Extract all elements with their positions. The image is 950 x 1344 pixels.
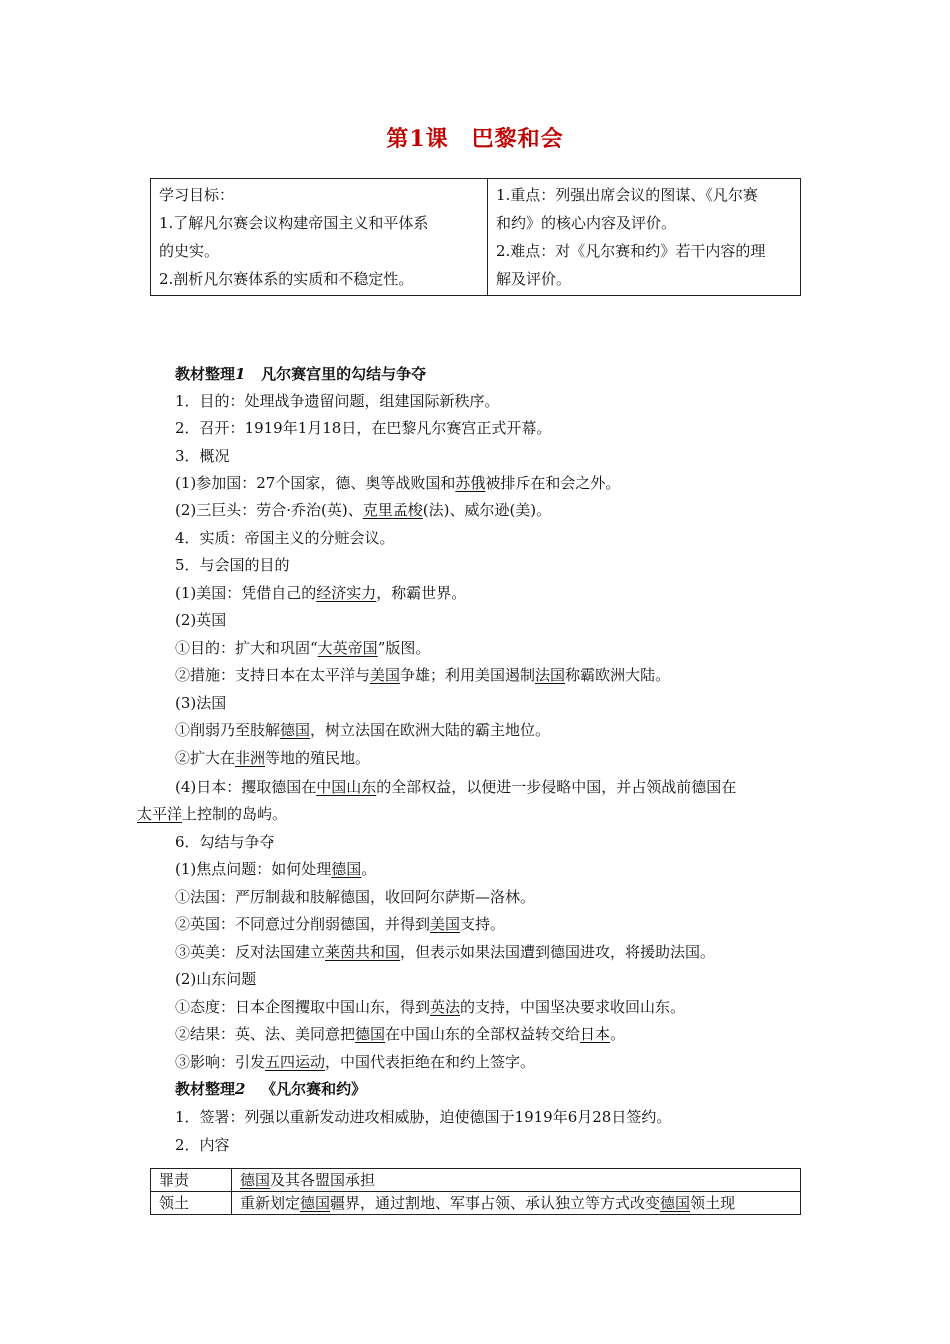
note-line: 6．勾结与争夺 <box>175 833 275 851</box>
table-cell-value: 德国及其各盟国承担 <box>232 1169 801 1192</box>
section-heading-2: 教材整理2 《凡尔赛和约》 <box>175 1080 367 1098</box>
note-line: ②结果：英、法、美同意把德国在中国山东的全部权益转交给日本。 <box>175 1025 626 1043</box>
note-line: ①法国：严厉制裁和肢解德国，收回阿尔萨斯—洛林。 <box>175 888 536 906</box>
note-line: ①目的：扩大和巩固“大英帝国”版图。 <box>175 639 431 657</box>
note-line: ①削弱乃至肢解德国，树立法国在欧洲大陆的霸主地位。 <box>175 721 551 739</box>
key-point-line: 2.难点：对《凡尔赛和约》若干内容的理 <box>496 242 766 260</box>
note-line: (3)法国 <box>175 694 227 712</box>
note-line: 2．内容 <box>175 1136 230 1154</box>
note-line: 1．签署：列强以重新发动进攻相威胁，迫使德国于1919年6月28日签约。 <box>175 1108 672 1126</box>
note-line: (2)英国 <box>175 611 227 629</box>
note-line: 太平洋上控制的岛屿。 <box>137 805 288 823</box>
table-cell-key: 罪责 <box>151 1169 232 1192</box>
table-row <box>151 1192 801 1215</box>
note-line: (4)日本：攫取德国在中国山东的全部权益，以便进一步侵略中国，并占领战前德国在 <box>175 778 737 796</box>
section-heading-1: 教材整理1 凡尔赛宫里的勾结与争夺 <box>175 365 427 383</box>
table-cell-value: 重新划定德国疆界，通过割地、军事占领、承认独立等方式改变德国领土现 <box>232 1192 801 1215</box>
note-line: ③影响：引发五四运动，中国代表拒绝在和约上签字。 <box>175 1053 536 1071</box>
key-point-line: 1.重点：列强出席会议的图谋、《凡尔赛 <box>496 186 758 204</box>
note-line: 1．目的：处理战争遗留问题，组建国际新秩序。 <box>175 392 500 410</box>
note-line: ②英国：不同意过分削弱德国，并得到美国支持。 <box>175 915 506 933</box>
goal-line: 1.了解凡尔赛会议构建帝国主义和平体系 <box>159 214 429 232</box>
table-row <box>151 1169 801 1192</box>
note-line: 4．实质：帝国主义的分赃会议。 <box>175 529 395 547</box>
goal-line: 学习目标： <box>159 186 235 204</box>
note-line: ②扩大在非洲等地的殖民地。 <box>175 749 371 767</box>
learning-goals-table <box>150 178 801 296</box>
note-line: (2)三巨头：劳合·乔治(英)、克里孟梭(法)、威尔逊(美)。 <box>175 501 552 519</box>
goal-line: 的史实。 <box>159 242 220 260</box>
note-line: 3．概况 <box>175 447 230 465</box>
key-point-line: 解及评价。 <box>496 270 572 288</box>
note-line: (2)山东问题 <box>175 970 257 988</box>
note-line: 5．与会国的目的 <box>175 556 290 574</box>
note-line: (1)美国：凭借自己的经济实力，称霸世界。 <box>175 584 467 602</box>
note-line: ②措施：支持日本在太平洋与美国争雄；利用美国遏制法国称霸欧洲大陆。 <box>175 666 671 684</box>
note-line: (1)焦点问题：如何处理德国。 <box>175 860 377 878</box>
note-line: ③英美：反对法国建立莱茵共和国，但表示如果法国遭到德国进攻，将援助法国。 <box>175 943 716 961</box>
note-line: 2．召开：1919年1月18日，在巴黎凡尔赛宫正式开幕。 <box>175 419 552 437</box>
note-line: (1)参加国：27个国家，德、奥等战败国和苏俄被排斥在和会之外。 <box>175 474 621 492</box>
note-line: ①态度：日本企图攫取中国山东，得到英法的支持，中国坚决要求收回山东。 <box>175 998 686 1016</box>
learning-goals-cell <box>151 179 488 296</box>
key-point-line: 和约》的核心内容及评价。 <box>496 214 677 232</box>
page-title: 第1课 巴黎和会 <box>386 126 564 152</box>
treaty-content-table <box>150 1168 801 1215</box>
key-points-cell <box>488 179 801 296</box>
table-cell-key: 领土 <box>151 1192 232 1215</box>
goal-line: 2.剖析凡尔赛体系的实质和不稳定性。 <box>159 270 414 288</box>
